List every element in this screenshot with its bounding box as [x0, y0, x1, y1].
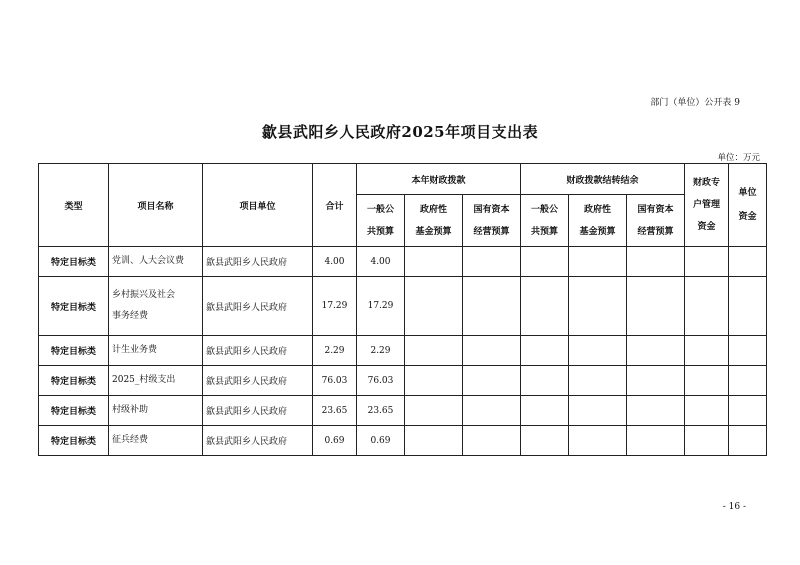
col-header-special-account: 财政专 户管理 资金 — [685, 164, 729, 247]
col-header-carryover-state-capital-budget: 国有资本 经营预算 — [627, 195, 685, 247]
col-header-project-name: 项目名称 — [109, 164, 203, 247]
col-header-carryover-general-budget: 一般公 共预算 — [521, 195, 569, 247]
page-title: 歙县武阳乡人民政府2025年项目支出表 — [261, 123, 539, 141]
cell-project-name: 乡村振兴及社会 事务经费 — [109, 277, 203, 336]
table-row — [39, 277, 767, 336]
project-expenditure-table — [38, 163, 767, 456]
cell-project-unit: 歙县武阳乡人民政府 — [203, 366, 313, 396]
cell-general-budget: 76.03 — [357, 366, 405, 396]
col-header-total: 合计 — [313, 164, 357, 247]
cell-general-budget: 4.00 — [357, 247, 405, 277]
cell-type: 特定目标类 — [39, 336, 109, 366]
cell-project-unit: 歙县武阳乡人民政府 — [203, 336, 313, 366]
table-row — [39, 366, 767, 396]
cell-general-budget: 0.69 — [357, 426, 405, 456]
cell-general-budget: 23.65 — [357, 396, 405, 426]
cell-project-unit: 歙县武阳乡人民政府 — [203, 247, 313, 277]
col-header-type: 类型 — [39, 164, 109, 247]
cell-project-unit: 歙县武阳乡人民政府 — [203, 277, 313, 336]
col-group-carryover: 财政拨款结转结余 — [521, 164, 685, 195]
col-header-state-capital-budget: 国有资本 经营预算 — [463, 195, 521, 247]
cell-general-budget: 2.29 — [357, 336, 405, 366]
cell-total: 17.29 — [313, 277, 357, 336]
cell-project-name: 计生业务费 — [109, 336, 203, 366]
col-header-unit-funds: 单位 资金 — [729, 164, 767, 247]
cell-type: 特定目标类 — [39, 426, 109, 456]
col-header-general-budget: 一般公 共预算 — [357, 195, 405, 247]
cell-total: 4.00 — [313, 247, 357, 277]
cell-total: 23.65 — [313, 396, 357, 426]
cell-type: 特定目标类 — [39, 247, 109, 277]
page-number: - 16 - — [722, 502, 746, 512]
cell-project-name: 2025_村级支出 — [109, 366, 203, 396]
cell-total: 76.03 — [313, 366, 357, 396]
table-row — [39, 396, 767, 426]
unit-label: 单位：万元 — [717, 153, 760, 163]
cell-project-name: 征兵经费 — [109, 426, 203, 456]
table-row — [39, 336, 767, 366]
cell-type: 特定目标类 — [39, 277, 109, 336]
table-row — [39, 247, 767, 277]
cell-type: 特定目标类 — [39, 366, 109, 396]
cell-total: 0.69 — [313, 426, 357, 456]
col-group-current-year-appropriation: 本年财政拨款 — [357, 164, 521, 195]
col-header-carryover-gov-fund-budget: 政府性 基金预算 — [569, 195, 627, 247]
form-number: 部门（单位）公开表 9 — [650, 98, 740, 108]
cell-project-unit: 歙县武阳乡人民政府 — [203, 396, 313, 426]
table-row — [39, 426, 767, 456]
cell-project-name: 党训、人大会议费 — [109, 247, 203, 277]
col-header-gov-fund-budget: 政府性 基金预算 — [405, 195, 463, 247]
cell-total: 2.29 — [313, 336, 357, 366]
col-header-project-unit: 项目单位 — [203, 164, 313, 247]
cell-project-name: 村级补助 — [109, 396, 203, 426]
cell-general-budget: 17.29 — [357, 277, 405, 336]
cell-project-unit: 歙县武阳乡人民政府 — [203, 426, 313, 456]
cell-type: 特定目标类 — [39, 396, 109, 426]
